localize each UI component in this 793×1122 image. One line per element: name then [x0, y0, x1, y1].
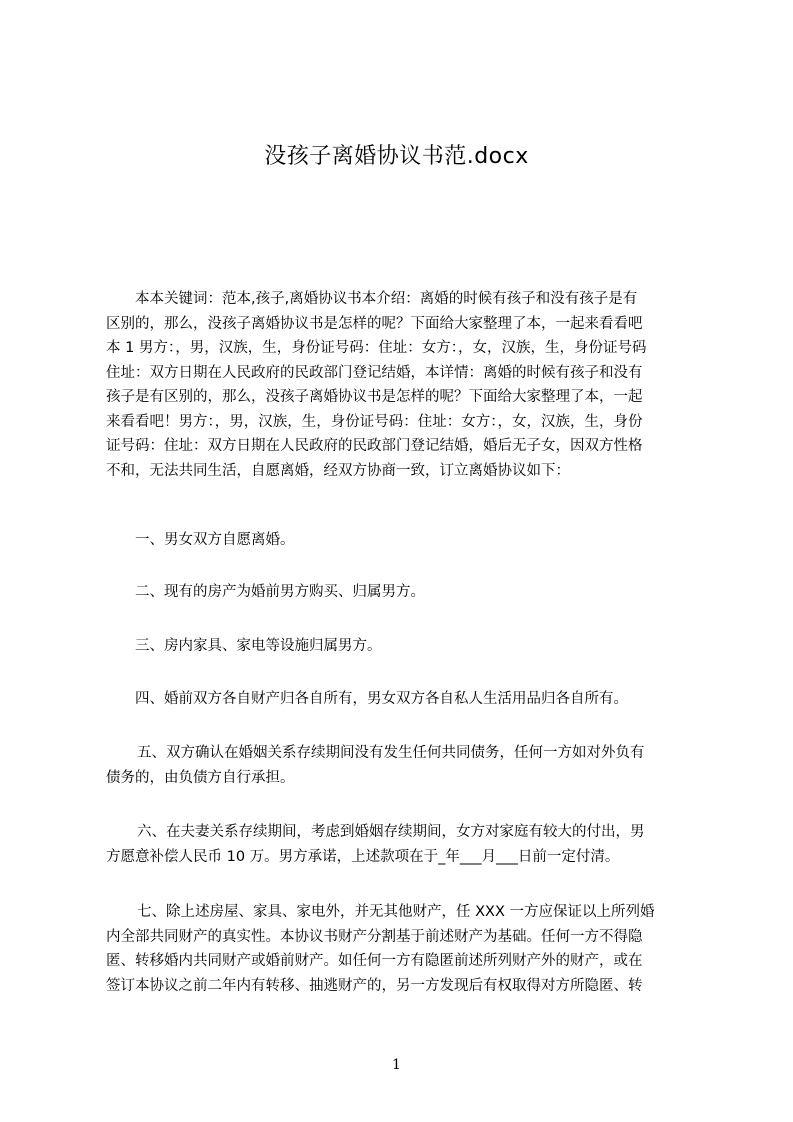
- clause-6: [106, 820, 699, 869]
- paragraph-line: 本本关键词：范本,孩子,离婚协议书本介绍：离婚的时候有孩子和没有孩子是有: [135, 291, 638, 307]
- clause-4: [106, 687, 699, 712]
- paragraph-line: 一、男女双方自愿离婚。: [135, 532, 295, 548]
- paragraph-line: 二、现有的房产为婚前男方购买、归属男方。: [135, 584, 425, 600]
- clause-3: [106, 634, 699, 659]
- paragraph-line: 四、婚前双方各自财产归各自所有，男女双方各自私人生活用品归各自所有。: [135, 691, 628, 707]
- paragraph-line: 七、除上述房屋、家具、家电外，并无其他财产，任 XXX 一方应保证以上所列婚: [137, 904, 655, 920]
- page-number: 1: [392, 1057, 401, 1073]
- paragraph-line: 来看看吧！男方：，男，汉族，生，身份证号码：住址：女方：，女，汉族，生，身份: [106, 413, 643, 430]
- paragraph-line: 不和，无法共同生活，自愿离婚，经双方协商一致，订立离婚协议如下：: [106, 462, 570, 479]
- paragraph-line: 孩子是有区别的，那么，没孩子离婚协议书是怎样的呢？下面给大家整理了本，一起: [106, 389, 643, 405]
- paragraph-line: 住址：双方日期在人民政府的民政部门登记结婚，本详情：离婚的时候有孩子和没有: [106, 364, 643, 381]
- paragraph-line: 区别的，那么，没孩子离婚协议书是怎样的呢？下面给大家整理了本，一起来看看吧: [106, 315, 643, 332]
- clause-2: [106, 580, 699, 605]
- paragraph-line: 签订本协议之前二年内有转移、抽逃财产的，另一方发现后有权取得对方所隐匿、转: [106, 977, 643, 994]
- clause-1: [106, 528, 699, 553]
- clause-5: [106, 741, 699, 790]
- paragraph-line: 六、在夫妻关系存续期间，考虑到婚姻存续期间，女方对家庭有较大的付出，男: [137, 824, 645, 840]
- paragraph-line: 五、双方确认在婚姻关系存续期间没有发生任何共同债务，任何一方如对外负有: [137, 745, 645, 761]
- paragraph-line: 三、房内家具、家电等设施归属男方。: [135, 638, 382, 654]
- paragraph-line: 方愿意补偿人民币 10 万。男方承诺，上述款项在于_年___月___日前一定付清。: [106, 848, 620, 865]
- clause-7: [106, 900, 699, 998]
- paragraph-line: 内全部共同财产的真实性。本协议书财产分割基于前述财产为基础。任何一方不得隐: [106, 928, 643, 945]
- paragraph-line: 证号码：住址：双方日期在人民政府的民政部门登记结婚，婚后无子女，因双方性格: [106, 438, 643, 454]
- paragraph-line: 债务的，由负债方自行承担。: [106, 769, 295, 786]
- paragraph-line: 本 1 男方：，男，汉族，生，身份证号码：住址：女方：，女，汉族，生，身份证号码: [106, 340, 647, 356]
- intro-paragraph: [106, 287, 699, 483]
- paragraph-line: 匿、转移婚内共同财产或婚前财产。如任何一方有隐匿前述所列财产外的财产，或在: [106, 953, 643, 969]
- document-title: 没孩子离婚协议书范.docx: [264, 144, 529, 169]
